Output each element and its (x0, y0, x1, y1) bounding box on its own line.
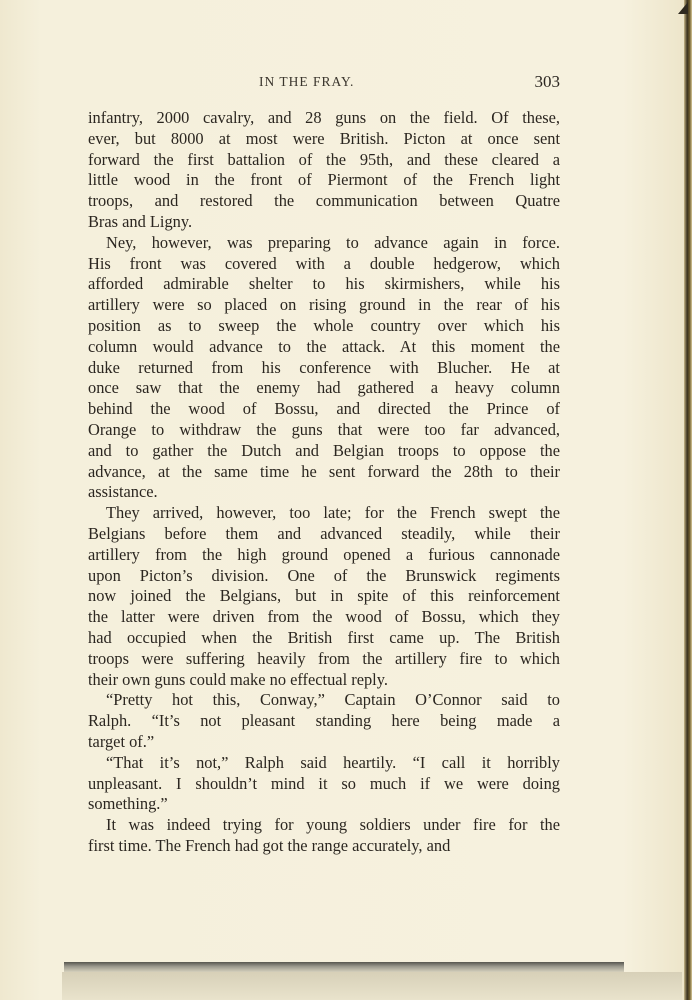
text-line: artillery from the high ground opened a furious cannonade (88, 544, 560, 564)
paragraph (88, 753, 560, 815)
text-line: unpleasant. I shouldn’t mind it so much if we were doing (88, 773, 560, 793)
text-line: position as to sweep the whole country over which his (88, 315, 560, 335)
text-line: and to gather the Dutch and Belgian troops to oppose the (88, 440, 560, 460)
text-line: advance, at the same time he sent forward the 28th to their (88, 461, 560, 481)
text-line: once saw that the enemy had gathered a heavy column (88, 378, 560, 398)
paragraph (88, 233, 560, 503)
text-line: duke returned from his conference with Blucher. He at (88, 357, 560, 377)
text-line: target of.” (88, 731, 155, 751)
paragraph (88, 815, 560, 857)
text-line: “That it’s not,” Ralph said heartily. “I call it horribly (106, 752, 560, 772)
page-edge (684, 0, 692, 1000)
paragraph (88, 108, 560, 233)
running-head: IN THE FRAY. (259, 74, 355, 89)
text-line: little wood in the front of Piermont of the French light (88, 170, 560, 190)
paragraph (88, 690, 560, 752)
text-line: ever, but 8000 at most were British. Picton at once sent (88, 128, 560, 148)
text-line: Ney, however, was preparing to advance again in force. (106, 232, 560, 252)
text-line: forward the first battalion of the 95th, and these cleared a (88, 149, 560, 169)
text-line: assistance. (88, 482, 158, 502)
paragraph (88, 503, 560, 690)
body-text (88, 108, 560, 857)
page-header (88, 74, 560, 96)
text-line: His front was covered with a double hedgerow, which (88, 253, 560, 273)
text-line: They arrived, however, too late; for the French swept the (106, 503, 560, 523)
text-line: troops, and restored the communication between Quatre (88, 191, 560, 211)
scan-bar (64, 962, 624, 972)
text-line: Ralph. “It’s not pleasant standing here being made a (88, 711, 560, 731)
corner-mark (678, 2, 688, 14)
text-line: behind the wood of Bossu, and directed the Prince of (88, 399, 560, 419)
text-line: troops were suffering heavily from the artillery fire to which (88, 648, 560, 668)
text-line: now joined the Belgians, but in spite of this reinforcement (88, 586, 560, 606)
scan-shadow (62, 972, 682, 1000)
text-line: Belgians before them and advanced steadily, while their (88, 523, 560, 543)
text-line: It was indeed trying for young soldiers under fire for the (106, 815, 560, 835)
text-line: Orange to withdraw the guns that were too far advanced, (88, 419, 560, 439)
text-line: had occupied when the British first came up. The British (88, 627, 560, 647)
text-line: the latter were driven from the wood of Bossu, which they (88, 607, 560, 627)
text-line: their own guns could make no effectual reply. (88, 669, 388, 689)
text-line: afforded admirable shelter to his skirmishers, while his (88, 274, 560, 294)
text-line: upon Picton’s division. One of the Brunswick regiments (88, 565, 560, 585)
text-line: “Pretty hot this, Conway,” Captain O’Connor said to (106, 690, 560, 710)
text-line: something.” (88, 794, 168, 814)
text-line: column would advance to the attack. At this moment the (88, 336, 560, 356)
text-line: infantry, 2000 cavalry, and 28 guns on the field. Of these, (88, 108, 560, 127)
page-number: 303 (534, 72, 560, 91)
text-line: artillery were so placed on rising ground in the rear of his (88, 295, 560, 315)
text-line: Bras and Ligny. (88, 211, 193, 231)
text-line: first time. The French had got the range accurately, and (88, 835, 451, 855)
